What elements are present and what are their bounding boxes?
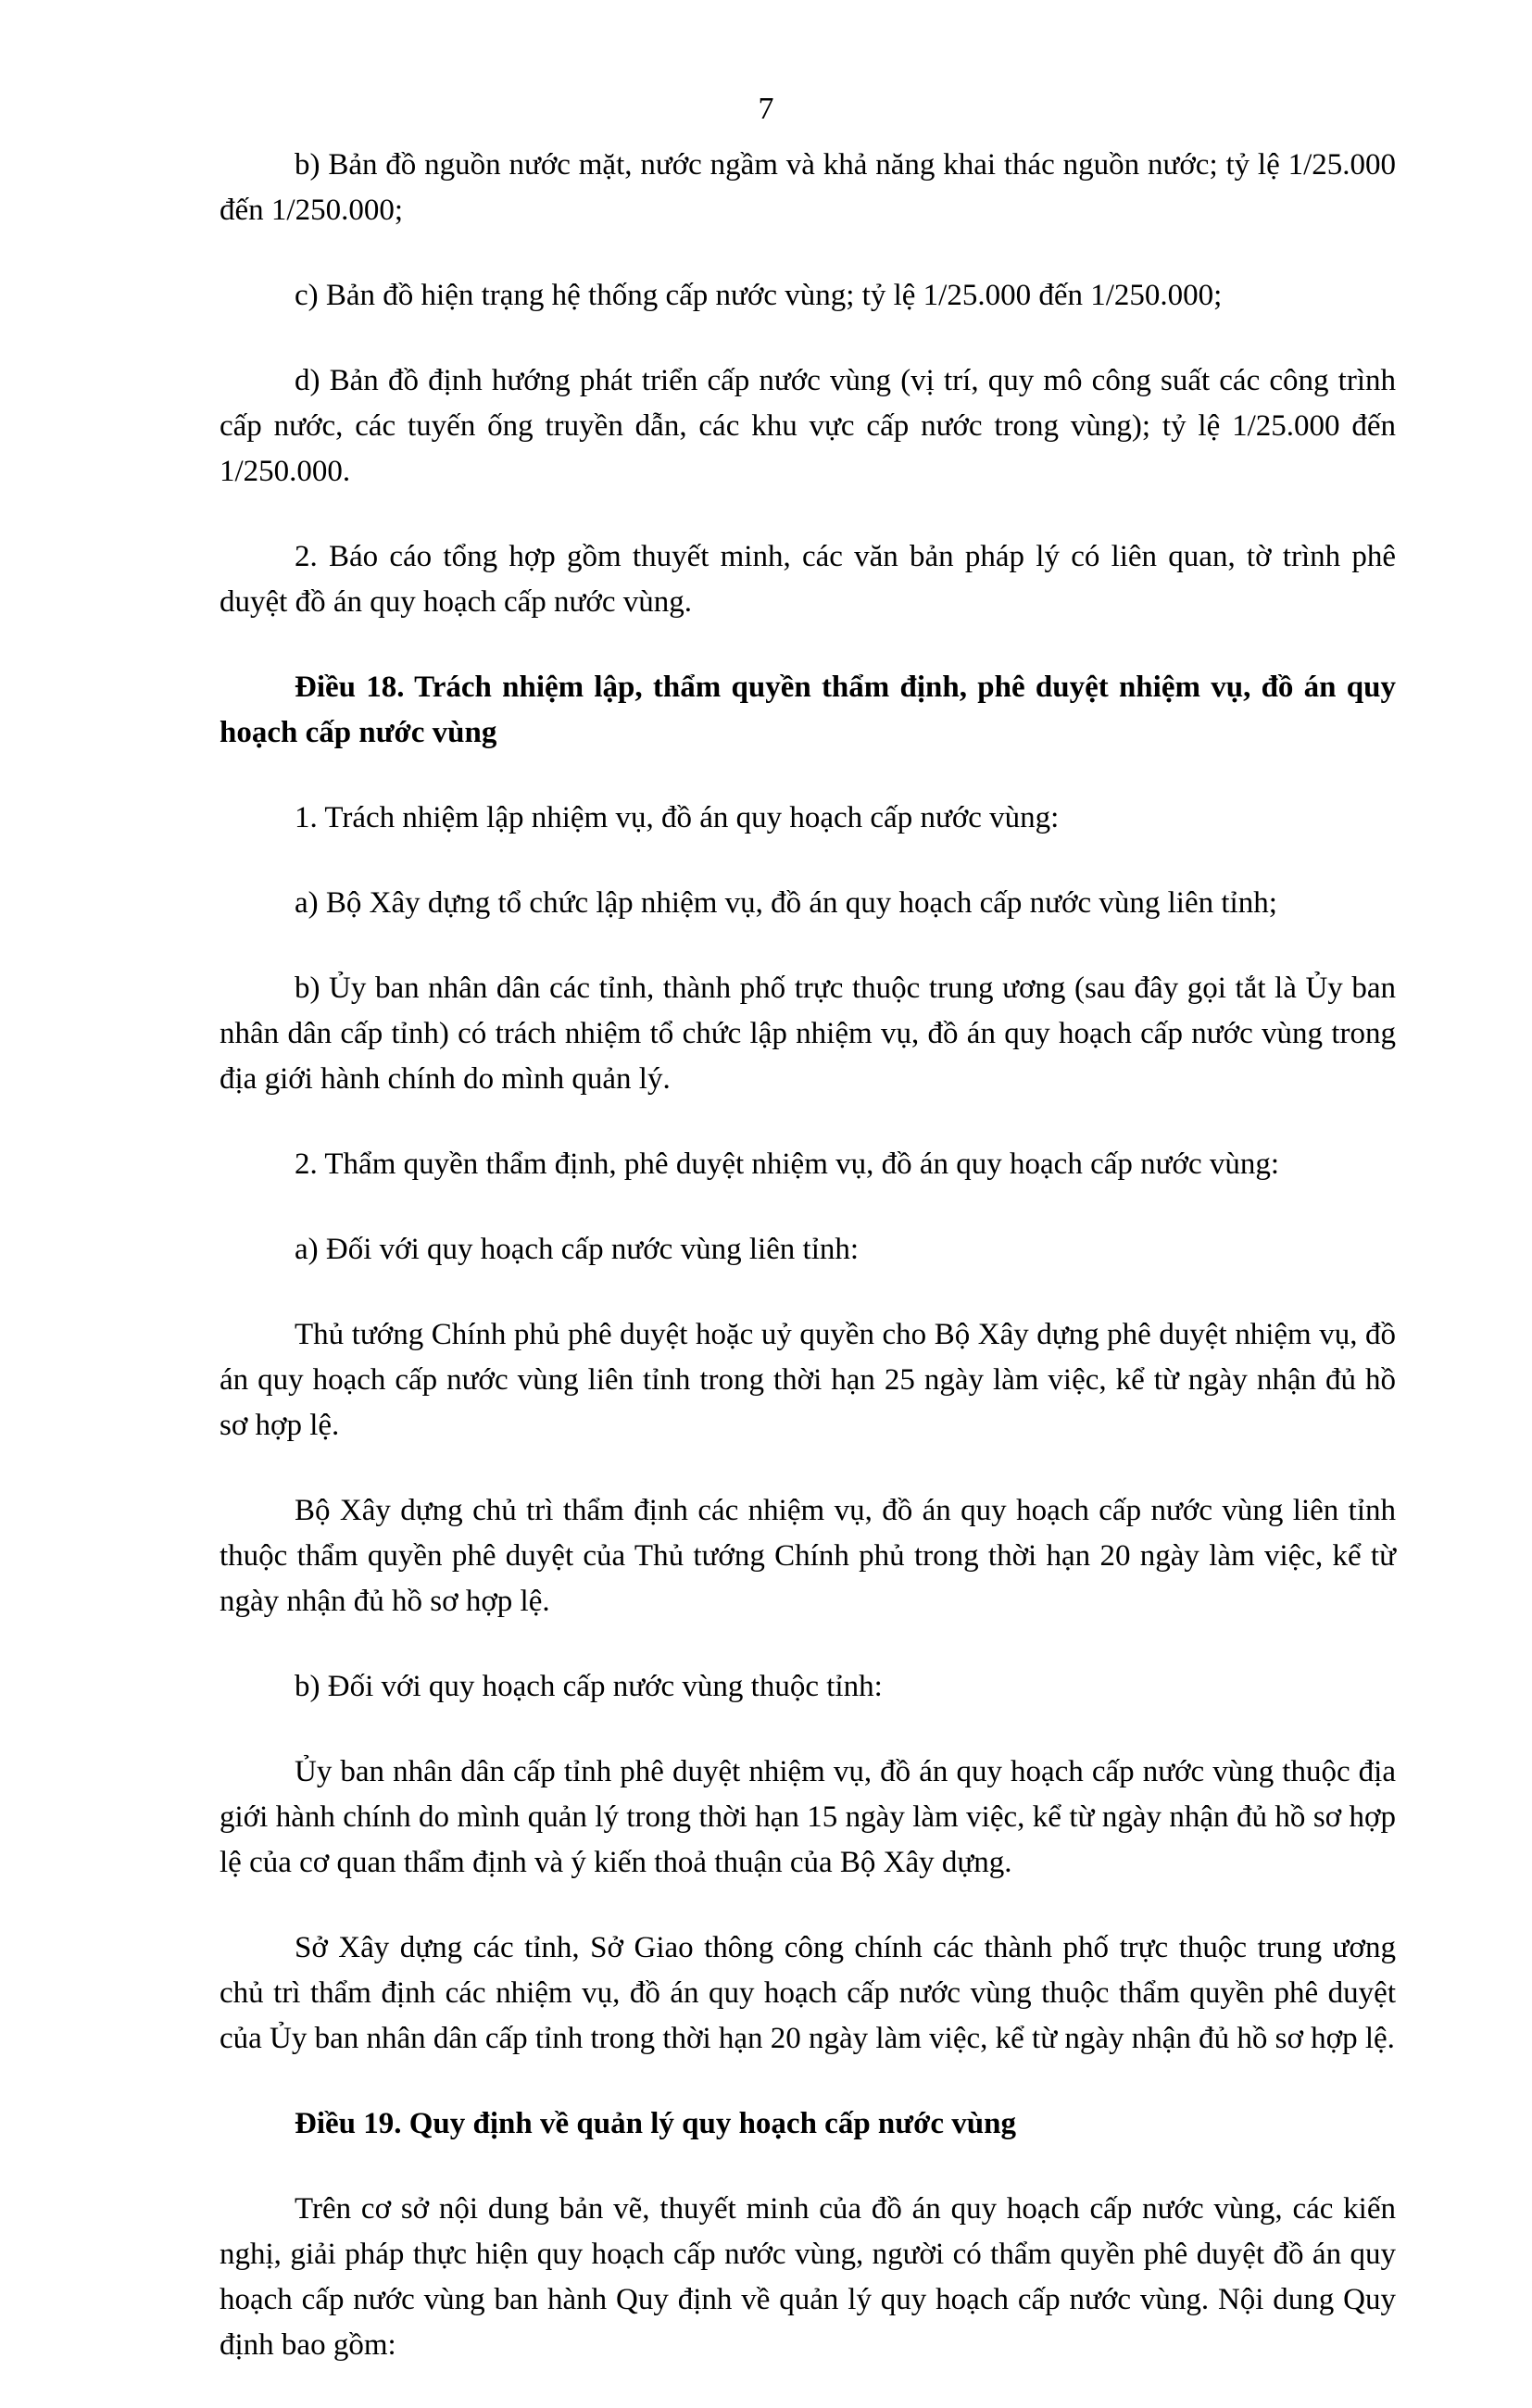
paragraph-map-current-state: c) Bản đồ hiện trạng hệ thống cấp nước vùng; tỷ lệ 1/25.000 đến 1/250.000;	[295, 279, 1223, 312]
paragraph-provincial-heading: b) Đối với quy hoạch cấp nước vùng thuộc tỉnh:	[295, 1670, 883, 1703]
paragraph-authority-intro: 2. Thẩm quyền thẩm định, phê duyệt nhiệm vụ, đồ án quy hoạch cấp nước vùng:	[295, 1148, 1280, 1181]
paragraph-map-water-sources: b) Bản đồ nguồn nước mặt, nước ngầm và khả năng khai thác nguồn nước; tỷ lệ 1/25.000 đến 1/250.000;	[220, 148, 1396, 227]
paragraph-summary-report: 2. Báo cáo tổng hợp gồm thuyết minh, các văn bản pháp lý có liên quan, tờ trình phê duyệt đồ án quy hoạch cấp nước vùng.	[220, 540, 1396, 619]
article-18-heading: Điều 18. Trách nhiệm lập, thẩm quyền thẩm định, phê duyệt nhiệm vụ, đồ án quy hoạch cấp nước vùng	[220, 671, 1396, 749]
page-number: 7	[758, 92, 774, 126]
document-body	[220, 143, 1396, 2408]
paragraph-province-responsibility: b) Ủy ban nhân dân các tỉnh, thành phố trực thuộc trung ương (sau đây gọi tắt là Ủy ban nhân dân cấp tỉnh) có trách nhiệm tổ chức lập nhiệm vụ, đồ án quy hoạch cấp nước vùng trong địa giới hành chính do mình quản lý.	[220, 972, 1396, 1096]
paragraph-interprovincial-heading: a) Đối với quy hoạch cấp nước vùng liên tỉnh:	[295, 1233, 860, 1266]
paragraph-regulation-basis: Trên cơ sở nội dung bản vẽ, thuyết minh của đồ án quy hoạch cấp nước vùng, các kiến nghị, giải pháp thực hiện quy hoạch cấp nước vùng, người có thẩm quyền phê duyệt đồ án quy hoạch cấp nước vùng ban hành Quy định về quản lý quy hoạch cấp nước vùng. Nội dung Quy định bao gồm:	[220, 2192, 1396, 2362]
paragraph-responsibility-intro: 1. Trách nhiệm lập nhiệm vụ, đồ án quy hoạch cấp nước vùng:	[295, 801, 1060, 834]
paragraph-map-development-orientation: d) Bản đồ định hướng phát triển cấp nước vùng (vị trí, quy mô công suất các công trình cấp nước, các tuyến ống truyền dẫn, các khu vực cấp nước trong vùng); tỷ lệ 1/25.000 đến 1/250.000.	[220, 364, 1396, 488]
article-19-heading: Điều 19. Quy định về quản lý quy hoạch cấp nước vùng	[295, 2107, 1016, 2140]
paragraph-ministry-appraisal: Bộ Xây dựng chủ trì thẩm định các nhiệm vụ, đồ án quy hoạch cấp nước vùng liên tỉnh thuộc thẩm quyền phê duyệt của Thủ tướng Chính phủ trong thời hạn 20 ngày làm việc, kể từ ngày nhận đủ hồ sơ hợp lệ.	[220, 1494, 1396, 1618]
paragraph-department-appraisal: Sở Xây dựng các tỉnh, Sở Giao thông công chính các thành phố trực thuộc trung ương chủ trì thẩm định các nhiệm vụ, đồ án quy hoạch cấp nước vùng thuộc thẩm quyền phê duyệt của Ủy ban nhân dân cấp tỉnh trong thời hạn 20 ngày làm việc, kể từ ngày nhận đủ hồ sơ hợp lệ.	[220, 1931, 1396, 2055]
paragraph-ministry-responsibility: a) Bộ Xây dựng tổ chức lập nhiệm vụ, đồ án quy hoạch cấp nước vùng liên tỉnh;	[295, 886, 1277, 920]
paragraph-provincial-approval: Ủy ban nhân dân cấp tỉnh phê duyệt nhiệm vụ, đồ án quy hoạch cấp nước vùng thuộc địa giới hành chính do mình quản lý trong thời hạn 15 ngày làm việc, kể từ ngày nhận đủ hồ sơ hợp lệ của cơ quan thẩm định và ý kiến thoả thuận của Bộ Xây dựng.	[220, 1755, 1396, 1879]
paragraph-prime-minister-approval: Thủ tướng Chính phủ phê duyệt hoặc uỷ quyền cho Bộ Xây dựng phê duyệt nhiệm vụ, đồ án quy hoạch cấp nước vùng liên tỉnh trong thời hạn 25 ngày làm việc, kể từ ngày nhận đủ hồ sơ hợp lệ.	[220, 1318, 1396, 1442]
